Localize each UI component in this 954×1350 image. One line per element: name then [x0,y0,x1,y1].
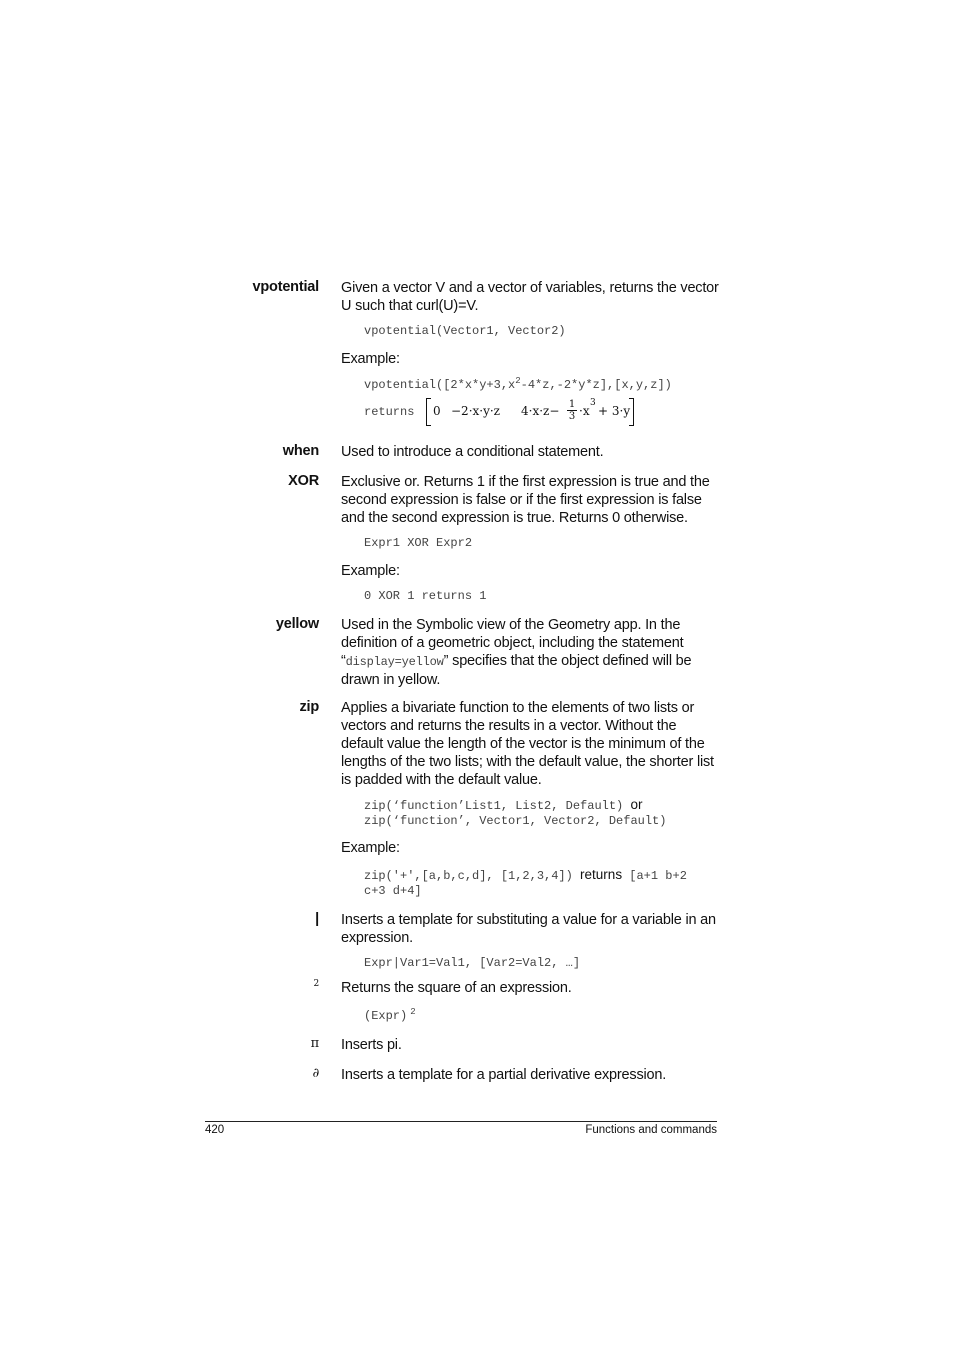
zip-example-label: Example: [341,840,400,856]
result-element-3-part-b: ·x [579,404,590,418]
result-exponent: 3 [590,398,596,408]
term-vpotential: vpotential [252,279,319,295]
square-description: Returns the square of an expression. [341,980,572,996]
left-bracket [426,398,431,426]
result-element-2: −2·x·y·z [451,404,501,418]
vpotential-example-part-b: -4*z,-2*y*z],[x,y,z]) [520,378,672,392]
pi-description: Inserts pi. [341,1037,402,1053]
zip-example-code-a: zip('+',[a,b,c,d], [1,2,3,4]) [364,869,573,883]
partial-description: Inserts a template for a partial derivative expression. [341,1067,667,1083]
vpotential-returns-label: returns [364,405,415,419]
yellow-quote-open: “ [341,653,346,669]
term-square: 2 [313,979,319,989]
square-syntax-exponent: 2 [410,1007,416,1017]
yellow-description [341,616,719,689]
page-number: 420 [205,1124,225,1136]
zip-example-line-2: c+3 d+4] [364,884,422,898]
yellow-quote-close: ” [443,653,449,669]
xor-example: 0 XOR 1 returns 1 [364,589,487,603]
term-yellow: yellow [275,616,319,632]
zip-example-code-b: [a+1 b+2 [629,869,687,883]
zip-example-returns: returns [580,867,623,882]
footer-section-title: Functions and commands [585,1124,717,1136]
term-zip: zip [299,699,319,715]
vpotential-syntax: vpotential(Vector1, Vector2) [364,324,566,338]
result-element-3-part-c: + 3·y [598,404,631,418]
fraction-numerator: 1 [568,399,576,410]
xor-example-label: Example: [341,563,400,579]
square-syntax-code: (Expr) [364,1009,408,1023]
vpotential-description: Given a vector V and a vector of variables, returns the vector U such that curl(U)=V. [341,280,719,314]
result-element-1: 0 [433,404,441,418]
vpotential-example-part-a: vpotential([2*x*y+3,x [364,378,516,392]
footer-rule [205,1121,717,1122]
square-syntax [364,1008,416,1025]
yellow-description-part-b: specifies that the object defined will be drawn in yellow. [341,653,692,688]
bar-description: Inserts a template for substituting a value for a variable in an expression. [341,912,716,946]
zip-syntax-2: zip(‘function’, Vector1, Vector2, Default) [364,814,667,828]
vpotential-example-exponent: 2 [515,376,521,386]
yellow-code: display=yellow [345,655,444,669]
xor-syntax: Expr1 XOR Expr2 [364,536,473,550]
fraction-denominator: 3 [568,411,576,422]
bar-syntax: Expr|Var1=Val1, [Var2=Val2, …] [364,956,581,970]
zip-syntax-or: or [630,797,643,812]
right-bracket [629,398,634,426]
when-description: Used to introduce a conditional statement. [341,444,604,460]
term-when: when [282,443,319,459]
term-bar: | [315,911,319,927]
term-xor: XOR [288,473,319,489]
result-element-3-part-a: 4·x·z− [521,404,560,418]
xor-description: Exclusive or. Returns 1 if the first expression is true and the second expression is false or if the first expression is false and the second expression is true. Returns 0 otherwise. [341,474,710,526]
fraction-one-third [567,399,577,422]
term-pi: π [310,1036,319,1051]
yellow-description-part-a: Used in the Symbolic view of the Geometry app. In the definition of a geometric object, including the statement [341,617,684,651]
vpotential-example-label: Example: [341,351,400,367]
zip-description: Applies a bivariate function to the elements of two lists or vectors and returns the results in a vector. Without the default value the length of the vector is the minimum of the lengths of the two lists; with the default value, the shorter list is padded with the default value. [341,700,714,788]
term-partial: ∂ [312,1066,319,1081]
vpotential-example [364,377,672,394]
zip-syntax-1-code: zip(‘function’List1, List2, Default) [364,799,624,813]
